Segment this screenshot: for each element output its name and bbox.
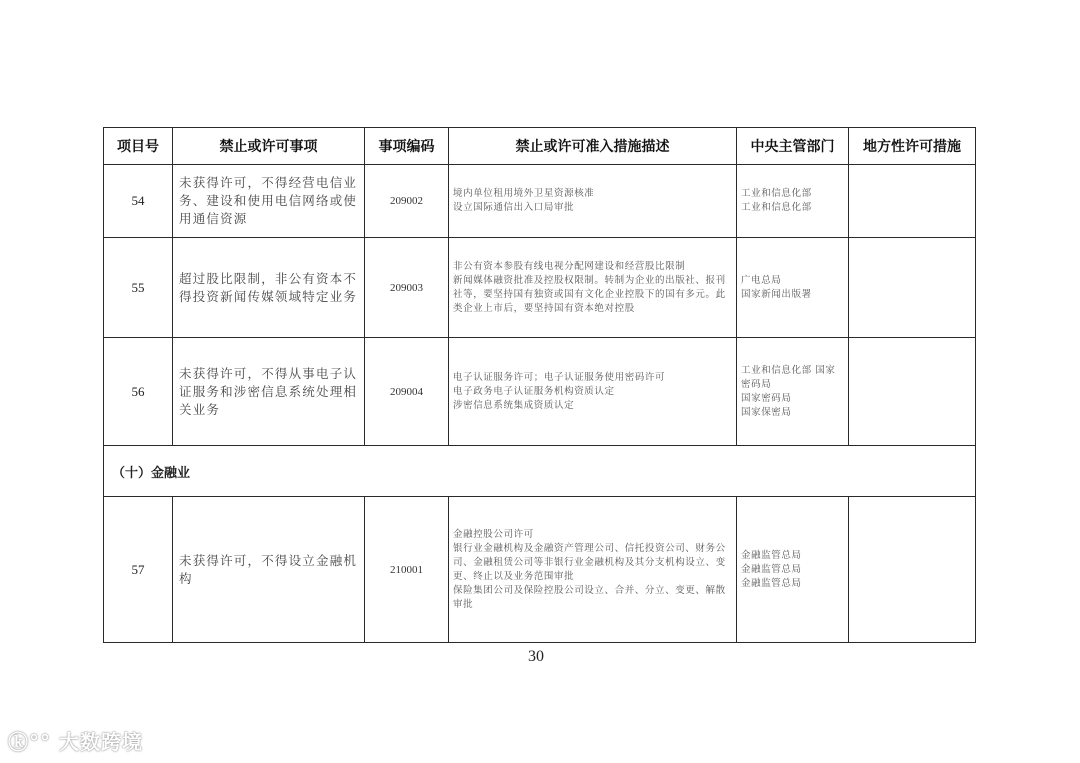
desc-line: 电子政务电子认证服务机构资质认定 xyxy=(453,385,615,397)
watermark-logo-icon: ⓚ°° xyxy=(8,730,59,754)
row-dept xyxy=(737,497,849,643)
desc-line: 设立国际通信出入口局审批 xyxy=(453,202,575,213)
header-local-measure: 地方性许可措施 xyxy=(849,128,976,165)
table-row xyxy=(104,338,976,446)
desc-line: 电子认证服务许可；电子认证服务使用密码许可 xyxy=(453,371,666,383)
dept-line: 国家保密局 xyxy=(741,406,792,418)
row-number: 56 xyxy=(104,338,173,446)
header-code: 事项编码 xyxy=(365,128,449,165)
row-description xyxy=(449,338,737,446)
section-row xyxy=(104,446,976,497)
header-item-no: 项目号 xyxy=(104,128,173,165)
header-description: 禁止或许可准入措施描述 xyxy=(449,128,737,165)
row-description xyxy=(449,165,737,238)
row-number: 54 xyxy=(104,165,173,238)
header-central-dept: 中央主管部门 xyxy=(737,128,849,165)
dept-line: 工业和信息化部 国家密码局 xyxy=(741,364,836,390)
desc-line: 保险集团公司及保险控股公司设立、合并、分立、变更、解散审批 xyxy=(453,584,726,610)
dept-line: 工业和信息化部 xyxy=(741,202,812,213)
dept-line: 国家新闻出版署 xyxy=(741,288,812,300)
row-code: 209002 xyxy=(365,165,449,238)
desc-line: 银行业金融机构及金融资产管理公司、信托投资公司、财务公司、金融租赁公司等非银行业金融机构及其分支机构设立、变更、终止以及业务范围审批 xyxy=(453,542,726,582)
table-row xyxy=(104,165,976,238)
permit-table xyxy=(103,127,976,643)
row-item: 未获得许可，不得设立金融机构 xyxy=(173,497,365,643)
header-row xyxy=(104,128,976,165)
row-dept xyxy=(737,165,849,238)
row-item: 未获得许可，不得从事电子认证服务和涉密信息系统处理相关业务 xyxy=(173,338,365,446)
desc-line: 境内单位租用境外卫星资源核准 xyxy=(453,188,595,199)
row-code: 210001 xyxy=(365,497,449,643)
row-code: 209004 xyxy=(365,338,449,446)
row-local xyxy=(849,238,976,338)
section-title: （十）金融业 xyxy=(104,446,976,497)
table-row xyxy=(104,238,976,338)
dept-line: 金融监管总局 xyxy=(741,549,802,561)
dept-line: 国家密码局 xyxy=(741,392,792,404)
desc-line: 非公有资本参股有线电视分配网建设和经营股比限制 xyxy=(453,260,686,272)
row-description xyxy=(449,238,737,338)
dept-line: 金融监管总局 xyxy=(741,577,802,589)
row-number: 55 xyxy=(104,238,173,338)
dept-line: 工业和信息化部 xyxy=(741,188,812,199)
row-dept xyxy=(737,338,849,446)
watermark xyxy=(8,726,143,755)
row-description xyxy=(449,497,737,643)
desc-line: 金融控股公司许可 xyxy=(453,528,534,540)
row-local xyxy=(849,497,976,643)
row-code: 209003 xyxy=(365,238,449,338)
row-local xyxy=(849,338,976,446)
desc-line: 涉密信息系统集成资质认定 xyxy=(453,399,575,411)
row-item: 未获得许可，不得经营电信业务、建设和使用电信网络或使用通信资源 xyxy=(173,165,365,238)
row-item: 超过股比限制，非公有资本不得投资新闻传媒领域特定业务 xyxy=(173,238,365,338)
desc-line: 新闻媒体融资批准及控股权限制。转制为企业的出版社、报刊社等，要坚持国有独资或国有文化企业控股下的国有多元。此类企业上市后，要坚持国有资本绝对控股 xyxy=(453,274,726,314)
header-item: 禁止或许可事项 xyxy=(173,128,365,165)
row-number: 57 xyxy=(104,497,173,643)
row-dept xyxy=(737,238,849,338)
row-local xyxy=(849,165,976,238)
watermark-text: 大数跨境 xyxy=(58,730,143,754)
dept-line: 广电总局 xyxy=(741,274,782,286)
page-number: 30 xyxy=(528,648,544,665)
table-row xyxy=(104,497,976,643)
dept-line: 金融监管总局 xyxy=(741,563,802,575)
